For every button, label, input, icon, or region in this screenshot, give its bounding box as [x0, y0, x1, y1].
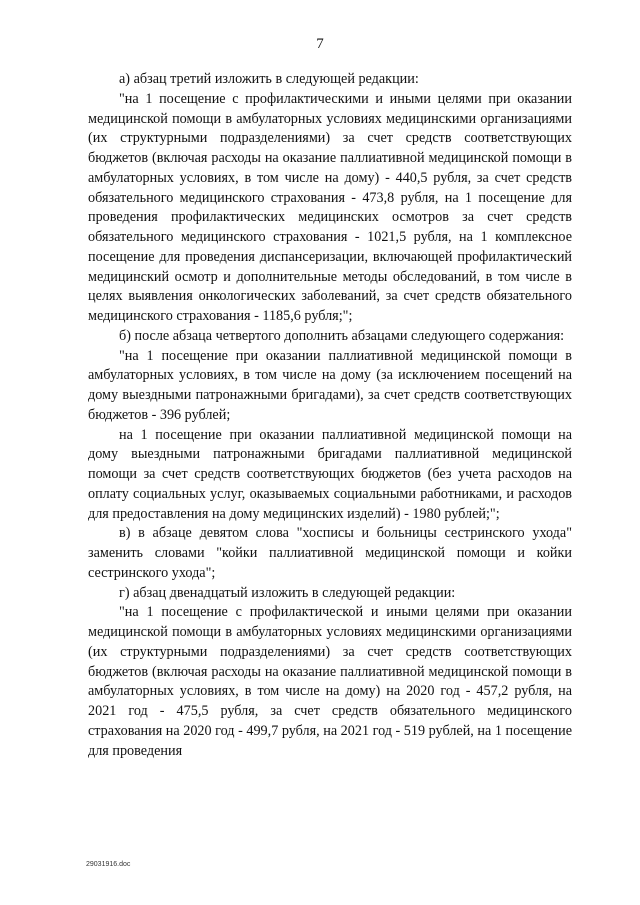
- paragraph-a-text: "на 1 посещение с профилактическими и иными целями при оказании медицинской помощи в амбулаторных условиях медицинскими организациями (их структурными подразделениями) за счет средств соответствующих бюджетов (включая расходы на оказание паллиативной медицинской помощи в амбулаторных условиях, в том числе на дому) - 440,5 рубля, за счет средств обязательного медицинского страхования - 473,8 рубля, на 1 посещение для проведения профилактических медицинских осмотров за счет средств обязательного медицинского страхования - 1021,5 рубля, на 1 комплексное посещение для проведения диспансеризации, включающей профилактический медицинский осмотр и дополнительные методы обследований, в том числе в целях выявления онкологических заболеваний, за счет средств обязательного медицинского страхования - 1185,6 рубля;";: [88, 90, 572, 324]
- footer-filename: 29031916.doc: [86, 861, 131, 868]
- paragraph-b: б) после абзаца четвертого дополнить абзацами следующего содержания:: [119, 327, 565, 344]
- paragraph-b-text-2: на 1 посещение при оказании паллиативной медицинской помощи на дому выездными патронажными бригадами паллиативной медицинской помощи за счет средств соответствующих бюджетов (без учета расходов на оплату социальных услуг, оказываемых социальными работниками, и расходов для предоставления на дому медицинских изделий) - 1980 рублей;";: [88, 426, 572, 522]
- paragraph-g-text: "на 1 посещение с профилактической и иными целями при оказании медицинской помощи в амбулаторных условиях медицинскими организациями (их структурными подразделениями) за счет средств соответствующих бюджетов (включая расходы на оказание паллиативной медицинской помощи в амбулаторных условиях, в том числе на дому) на 2020 год - 457,2 рубля, на 2021 год - 475,5 рубля, за счет средств обязательного медицинского страхования на 2020 год - 499,7 рубля, на 2021 год - 519 рублей, на 1 посещение для проведения: [88, 604, 572, 759]
- document-body: [88, 70, 572, 761]
- paragraph-a: а) абзац третий изложить в следующей редакции:: [119, 71, 419, 87]
- page-number: 7: [316, 36, 324, 52]
- paragraph-g: г) абзац двенадцатый изложить в следующей редакции:: [119, 584, 456, 601]
- paragraph-b-text-1: "на 1 посещение при оказании паллиативной медицинской помощи в амбулаторных условиях, в том числе на дому (за исключением посещений на дому выездными патронажными бригадами), за счет средств соответствующих бюджетов - 396 рублей;: [88, 347, 572, 423]
- paragraph-v: в) в абзаце девятом слова "хосписы и больницы сестринского ухода" заменить словами "койки паллиативной медицинской помощи и койки сестринского ухода";: [88, 525, 572, 581]
